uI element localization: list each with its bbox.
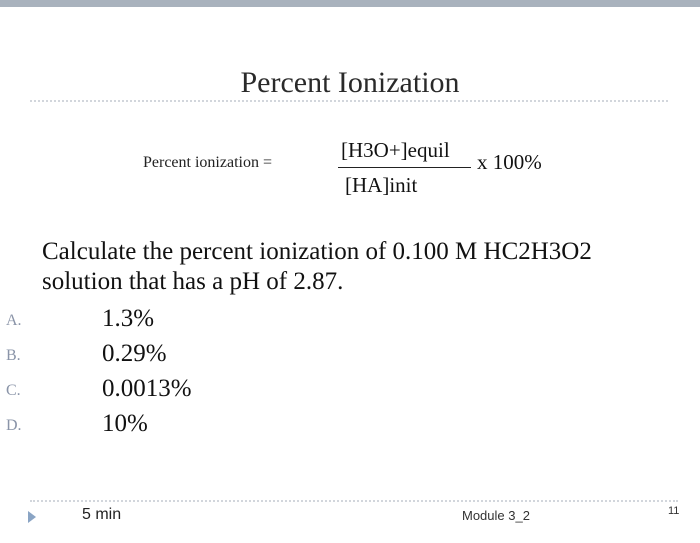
- option-text: 1.3%: [102, 305, 155, 332]
- page-number: 11: [668, 505, 680, 517]
- question-line-1: Calculate the percent ionization of 0.100 M HC2H3O2: [42, 238, 592, 265]
- option-text: 10%: [102, 410, 148, 437]
- footer-module: Module 3_2: [462, 508, 530, 523]
- option-letter: D.: [6, 417, 22, 434]
- option-text: 0.29%: [102, 340, 167, 367]
- option-letter: C.: [6, 382, 21, 399]
- question-line-2: solution that has a pH of 2.87.: [42, 268, 344, 295]
- formula-numerator: [H3O+]equil: [341, 138, 450, 162]
- formula-denominator: [HA]init: [345, 173, 418, 197]
- footer-time: 5 min: [82, 506, 122, 523]
- option-text: 0.0013%: [102, 375, 192, 402]
- top-border-bar: [0, 0, 700, 7]
- play-icon: [28, 511, 36, 523]
- option-letter: A.: [6, 312, 22, 329]
- fraction-bar: [338, 167, 471, 168]
- slide-title: Percent Ionization: [240, 66, 460, 99]
- option-letter: B.: [6, 347, 21, 364]
- formula-label: Percent ionization =: [143, 154, 272, 171]
- footer-divider: [30, 500, 678, 502]
- title-divider: [30, 100, 668, 102]
- formula-multiplier: x 100%: [477, 150, 542, 174]
- question-text: [42, 237, 682, 297]
